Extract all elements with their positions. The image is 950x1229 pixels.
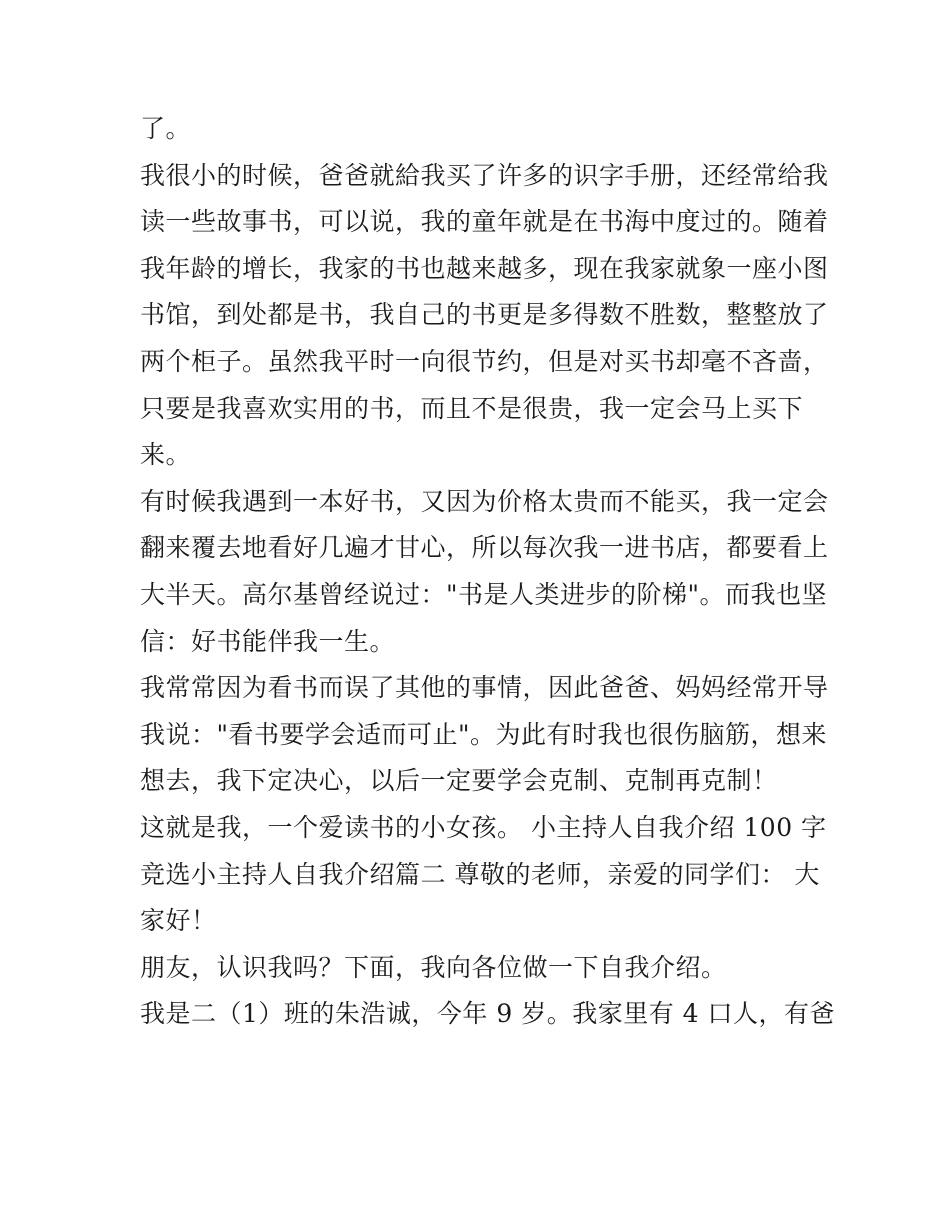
text-line: 来。 [140,440,192,470]
text-line: 有时候我遇到一本好书，又因为价格太贵而不能买，我一定会 [140,486,829,516]
text-line: 信：好书能伴我一生。 [140,626,396,656]
text-line: 家好！ [140,906,217,936]
text-line: 书馆，到处都是书，我自己的书更是多得数不胜数，整整放了 [140,300,829,330]
text-line: 这就是我，一个爱读书的小女孩。 小主持人自我介绍 100 字 [140,812,827,842]
text-line: 只要是我喜欢实用的书，而且不是很贵，我一定会马上买下 [140,393,804,423]
text-line: 大半天。高尔基曾经说过："书是人类进步的阶梯"。而我也坚 [140,579,828,609]
text-line: 两个柜子。虽然我平时一向很节约，但是对买书却毫不吝啬， [140,346,829,376]
text-line: 朋友，认识我吗？下面，我向各位做一下自我介绍。 [140,952,727,982]
text-line: 竞选小主持人自我介绍篇二 尊敬的老师，亲爱的同学们： 大 [140,859,820,889]
text-line: 了。 [140,114,192,143]
text-line: 读一些故事书，可以说，我的童年就是在书海中度过的。随着 [140,207,829,237]
text-line: 我常常因为看书而误了其他的事情，因此爸爸、妈妈经常开导 [140,673,829,703]
document-body [140,106,836,1038]
text-line: 我年龄的增长，我家的书也越来越多，现在我家就象一座小图 [140,253,829,283]
text-line: 我是二（1）班的朱浩诚，今年 9 岁。我家里有 4 口人，有爸 [140,999,836,1029]
text-line: 想去，我下定决心，以后一定要学会克制、克制再克制！ [140,766,778,796]
text-line: 我很小的时候，爸爸就給我买了许多的识字手册，还经常给我 [140,160,829,190]
text-line: 我说："看书要学会适而可止"。为此有时我也很伤脑筋，想来 [140,719,828,749]
text-line: 翻来覆去地看好几遍才甘心，所以每次我一进书店，都要看上 [140,533,829,563]
